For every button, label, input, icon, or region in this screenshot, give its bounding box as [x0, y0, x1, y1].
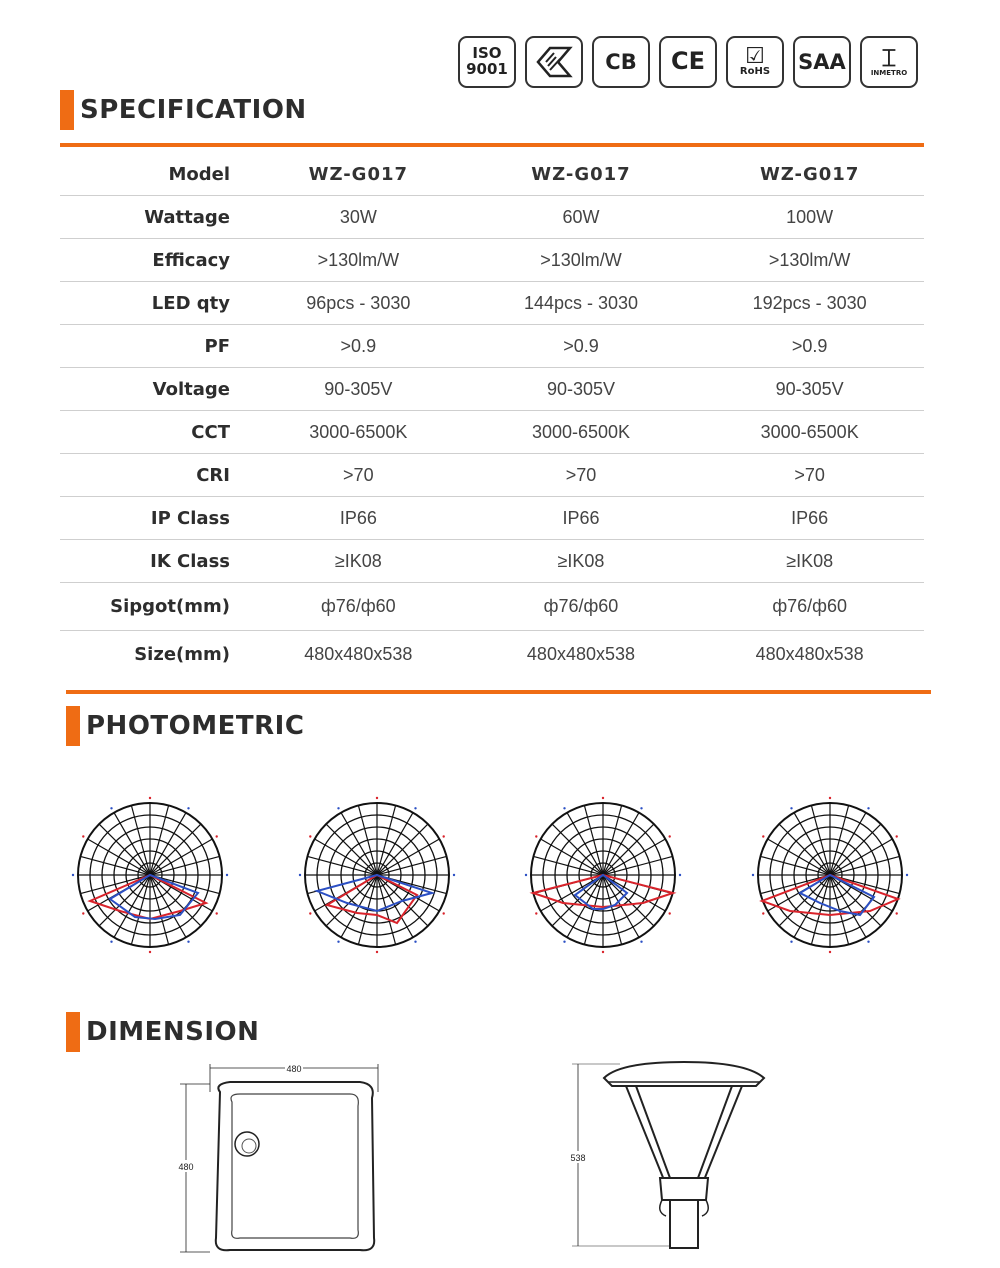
depth-dimension-label: 480 — [178, 1162, 194, 1172]
heading-accent-bar — [66, 706, 80, 746]
spec-row — [60, 368, 924, 411]
lamp-body — [660, 1178, 708, 1200]
dimension-heading — [66, 1012, 259, 1052]
spec-cell: 480x480x538 — [755, 644, 864, 664]
polar-diagram-icon — [750, 795, 910, 955]
inmetro-mark-icon: ⌶ — [881, 44, 897, 73]
iso-number: 9001 — [466, 60, 508, 78]
spec-cell: 96pcs - 3030 — [250, 282, 467, 325]
spec-cell: 480x480x538 — [304, 644, 413, 664]
polar-diagram-icon — [70, 795, 230, 955]
spec-row-label: Voltage — [60, 368, 250, 411]
saa-icon — [793, 36, 851, 88]
spec-row — [60, 153, 924, 196]
spec-row — [60, 540, 924, 583]
spec-row-label: CRI — [60, 454, 250, 497]
top-view-drawing — [170, 1062, 390, 1262]
spec-cell: >130lm/W — [695, 239, 924, 282]
spec-row — [60, 497, 924, 540]
spec-cell: WZ-G017 — [695, 153, 924, 196]
spec-row — [60, 583, 924, 631]
section-title: DIMENSION — [86, 1017, 260, 1047]
spec-cell: ≥IK08 — [695, 540, 924, 583]
spec-row-label: Sipgot(mm) — [60, 583, 250, 631]
spec-cell: 90-305V — [250, 368, 467, 411]
spec-cell: 3000-6500K — [250, 411, 467, 454]
c90-curve — [800, 875, 874, 915]
spec-row-label: IK Class — [60, 540, 250, 583]
spec-cell: 60W — [467, 196, 696, 239]
spec-cell: ф76/ф60 — [250, 583, 467, 631]
certification-badges — [458, 36, 918, 88]
ce-icon — [659, 36, 717, 88]
emc-mark — [534, 44, 574, 80]
width-dimension-label: 480 — [286, 1064, 302, 1074]
spec-cell: IP66 — [695, 497, 924, 540]
spec-cell: 100W — [695, 196, 924, 239]
emc-icon — [525, 36, 583, 88]
spec-cell: >0.9 — [467, 325, 696, 368]
iso9001-icon — [458, 36, 516, 88]
spec-cell: 144pcs - 3030 — [467, 282, 696, 325]
spec-row — [60, 239, 924, 282]
spec-row — [60, 454, 924, 497]
height-dimension-label: 538 — [570, 1153, 586, 1163]
divider-bottom — [66, 690, 931, 694]
photometric-heading — [66, 706, 304, 746]
spec-cell: ≥IK08 — [467, 540, 696, 583]
spec-cell: WZ-G017 — [467, 153, 696, 196]
spec-cell: ф76/ф60 — [467, 583, 696, 631]
ce-label: CE — [670, 47, 705, 76]
spec-cell: >70 — [467, 454, 696, 497]
cb-icon — [592, 36, 650, 88]
side-view-drawing — [560, 1050, 780, 1260]
spec-row-label: Wattage — [60, 196, 250, 239]
inmetro-label: INMETRO — [870, 69, 908, 78]
heading-accent-bar — [66, 1012, 80, 1052]
spec-cell: >0.9 — [250, 325, 467, 368]
spec-row — [60, 631, 924, 679]
divider-top — [60, 143, 924, 147]
spec-row-label: PF — [60, 325, 250, 368]
spec-cell: 3000-6500K — [695, 411, 924, 454]
lamp-support-arms — [626, 1086, 742, 1180]
rohs-label: RoHS — [739, 65, 771, 77]
spec-cell: ф76/ф60 — [695, 583, 924, 631]
polar-diagram-icon — [297, 795, 457, 955]
spec-row-label: Efficacy — [60, 239, 250, 282]
spec-row-label: CCT — [60, 411, 250, 454]
spec-cell: ≥IK08 — [250, 540, 467, 583]
spigot-pole — [670, 1200, 698, 1248]
housing-outline — [216, 1082, 374, 1250]
spec-row-label: Size(mm) — [134, 644, 230, 665]
spec-cell: >70 — [695, 454, 924, 497]
spec-row-label: IP Class — [60, 497, 250, 540]
spec-cell: >130lm/W — [467, 239, 696, 282]
spec-cell: 90-305V — [695, 368, 924, 411]
spec-cell: 3000-6500K — [467, 411, 696, 454]
section-title: SPECIFICATION — [80, 95, 307, 125]
check-icon: ☑ — [745, 43, 765, 69]
iso-label: ISO — [472, 44, 502, 63]
photometric-diagrams — [60, 795, 930, 955]
spec-cell: WZ-G017 — [250, 153, 467, 196]
spec-row — [60, 411, 924, 454]
spec-row-label: LED qty — [60, 282, 250, 325]
spec-row — [60, 196, 924, 239]
spec-cell: 90-305V — [467, 368, 696, 411]
spec-row — [60, 325, 924, 368]
saa-label: SAA — [798, 49, 846, 74]
specification-table — [60, 153, 924, 678]
heading-accent-bar — [60, 90, 74, 130]
rohs-icon — [726, 36, 784, 88]
cb-label: CB — [605, 49, 637, 74]
specification-heading — [60, 90, 307, 130]
spec-cell: IP66 — [250, 497, 467, 540]
spec-cell: 480x480x538 — [526, 644, 636, 664]
spec-cell: 30W — [250, 196, 467, 239]
spec-cell: >130lm/W — [250, 239, 467, 282]
spec-cell: >0.9 — [695, 325, 924, 368]
spec-cell: >70 — [250, 454, 467, 497]
spec-row-label: Model — [60, 153, 250, 196]
lens-outline — [231, 1094, 358, 1238]
spec-cell: 192pcs - 3030 — [695, 282, 924, 325]
spec-row — [60, 282, 924, 325]
inmetro-icon — [860, 36, 918, 88]
section-title: PHOTOMETRIC — [86, 711, 305, 741]
polar-diagram-icon — [523, 795, 683, 955]
spec-cell: IP66 — [467, 497, 696, 540]
